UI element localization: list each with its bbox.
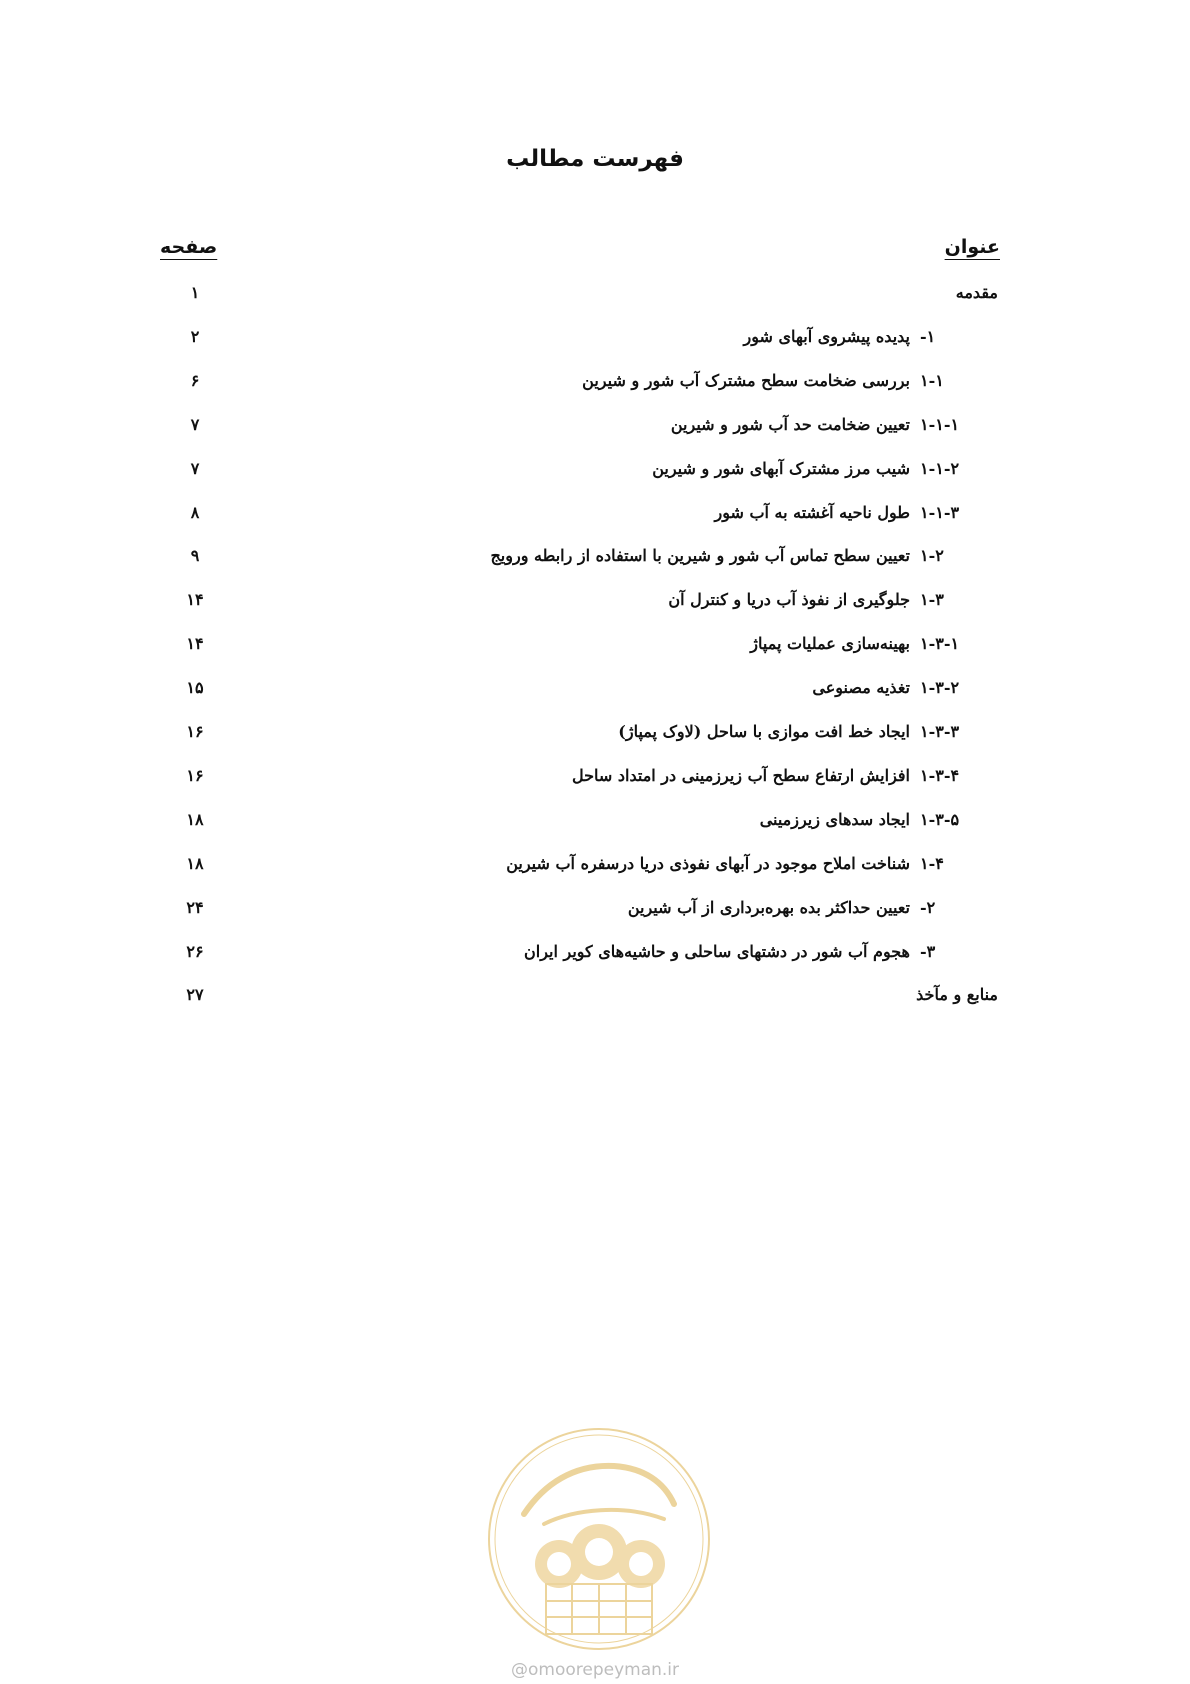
toc-page-number: ۲۶ bbox=[186, 942, 204, 961]
toc-section-number: ۱-۳-۳ bbox=[920, 722, 960, 741]
toc-entry-title: طول ناحیه آغشته به آب شور bbox=[714, 503, 910, 522]
toc-row bbox=[0, 327, 1190, 357]
toc-section-number: ۱-۱-۱ bbox=[920, 415, 960, 434]
toc-entry-title: ایجاد خط افت موازی با ساحل (لاوک پمپاژ) bbox=[618, 722, 910, 741]
toc-page-number: ۶ bbox=[190, 371, 200, 390]
toc-row bbox=[0, 854, 1190, 884]
toc-entry-title: بررسی ضخامت سطح مشترک آب شور و شیرین bbox=[582, 371, 910, 390]
toc-section-number: ۳- bbox=[920, 942, 936, 961]
toc-row bbox=[0, 546, 1190, 576]
toc-section-number: ۱-۱ bbox=[920, 371, 944, 390]
toc-page-number: ۱۴ bbox=[186, 634, 204, 653]
page-title: فهرست مطالب bbox=[506, 146, 684, 172]
toc-row bbox=[0, 459, 1190, 489]
watermark-url: @omoorepeyman.ir bbox=[510, 1660, 680, 1680]
toc-page-number: ۷ bbox=[190, 459, 200, 478]
toc-page-number: ۱۶ bbox=[186, 766, 204, 785]
toc-page-number: ۲ bbox=[190, 327, 200, 346]
toc-section-number: ۲- bbox=[920, 898, 936, 917]
toc-page-number: ۱۵ bbox=[186, 678, 204, 697]
toc-row bbox=[0, 898, 1190, 928]
toc-page-number: ۱۸ bbox=[186, 810, 204, 829]
toc-section-number: ۱-۲ bbox=[920, 546, 944, 565]
toc-entry-title: جلوگیری از نفوذ آب دریا و کنترل آن bbox=[668, 590, 910, 609]
toc-entry-title: شیب مرز مشترک آبهای شور و شیرین bbox=[652, 459, 910, 478]
toc-entry-title: تغذیه مصنوعی bbox=[812, 678, 910, 697]
toc-row bbox=[0, 371, 1190, 401]
toc-row bbox=[0, 503, 1190, 533]
toc-page-number: ۸ bbox=[190, 503, 200, 522]
toc-row bbox=[0, 634, 1190, 664]
toc-entry-title: ایجاد سدهای زیرزمینی bbox=[759, 810, 910, 829]
toc-entry-title: تعیین سطح تماس آب شور و شیرین با استفاده از رابطه ورویج bbox=[490, 546, 910, 565]
toc-entry-title: افزایش ارتفاع سطح آب زیرزمینی در امتداد ساحل bbox=[572, 766, 910, 785]
toc-section-number: ۱-۱-۳ bbox=[920, 503, 960, 522]
toc-entry-title: پدیده پیشروی آبهای شور bbox=[743, 327, 910, 346]
toc-row bbox=[0, 283, 1190, 313]
toc-entry-title: هجوم آب شور در دشتهای ساحلی و حاشیه‌های کویر ایران bbox=[524, 942, 910, 961]
toc-section-number: ۱-۳-۵ bbox=[920, 810, 960, 829]
seal-logo-watermark bbox=[484, 1424, 714, 1654]
title-column-header: عنوان bbox=[944, 236, 1000, 258]
toc-section-number: ۱- bbox=[920, 327, 936, 346]
toc-row bbox=[0, 678, 1190, 708]
toc-entry-title: شناخت املاح موجود در آبهای نفوذی دریا درسفره آب شیرین bbox=[506, 854, 910, 873]
toc-page-number: ۷ bbox=[190, 415, 200, 434]
toc-section-number: ۱-۴ bbox=[920, 854, 944, 873]
toc-row bbox=[0, 722, 1190, 752]
toc-page-number: ۱ bbox=[190, 283, 200, 302]
toc-row bbox=[0, 942, 1190, 972]
toc-section-number: ۱-۳-۴ bbox=[920, 766, 960, 785]
toc-entry-title: تعیین حداکثر بده بهره‌برداری از آب شیرین bbox=[627, 898, 910, 917]
toc-section-number: ۱-۳-۲ bbox=[920, 678, 960, 697]
page-column-header: صفحه bbox=[160, 236, 218, 258]
toc-entry-title: منابع و مآخذ bbox=[916, 985, 998, 1004]
toc-page-number: ۹ bbox=[190, 546, 200, 565]
toc-row bbox=[0, 590, 1190, 620]
toc-page-number: ۱۴ bbox=[186, 590, 204, 609]
toc-entry-title: بهینه‌سازی عملیات پمپاژ bbox=[750, 634, 910, 653]
toc-row bbox=[0, 766, 1190, 796]
toc-row bbox=[0, 415, 1190, 445]
toc-section-number: ۱-۱-۲ bbox=[920, 459, 960, 478]
toc-entry-title: مقدمه bbox=[955, 283, 998, 302]
toc-page-number: ۱۸ bbox=[186, 854, 204, 873]
toc-page-number: ۲۷ bbox=[186, 985, 204, 1004]
toc-page-number: ۲۴ bbox=[186, 898, 204, 917]
toc-row bbox=[0, 810, 1190, 840]
toc-section-number: ۱-۳-۱ bbox=[920, 634, 960, 653]
toc-row bbox=[0, 985, 1190, 1015]
toc-entry-title: تعیین ضخامت حد آب شور و شیرین bbox=[670, 415, 910, 434]
toc-page-number: ۱۶ bbox=[186, 722, 204, 741]
toc-section-number: ۱-۳ bbox=[920, 590, 944, 609]
